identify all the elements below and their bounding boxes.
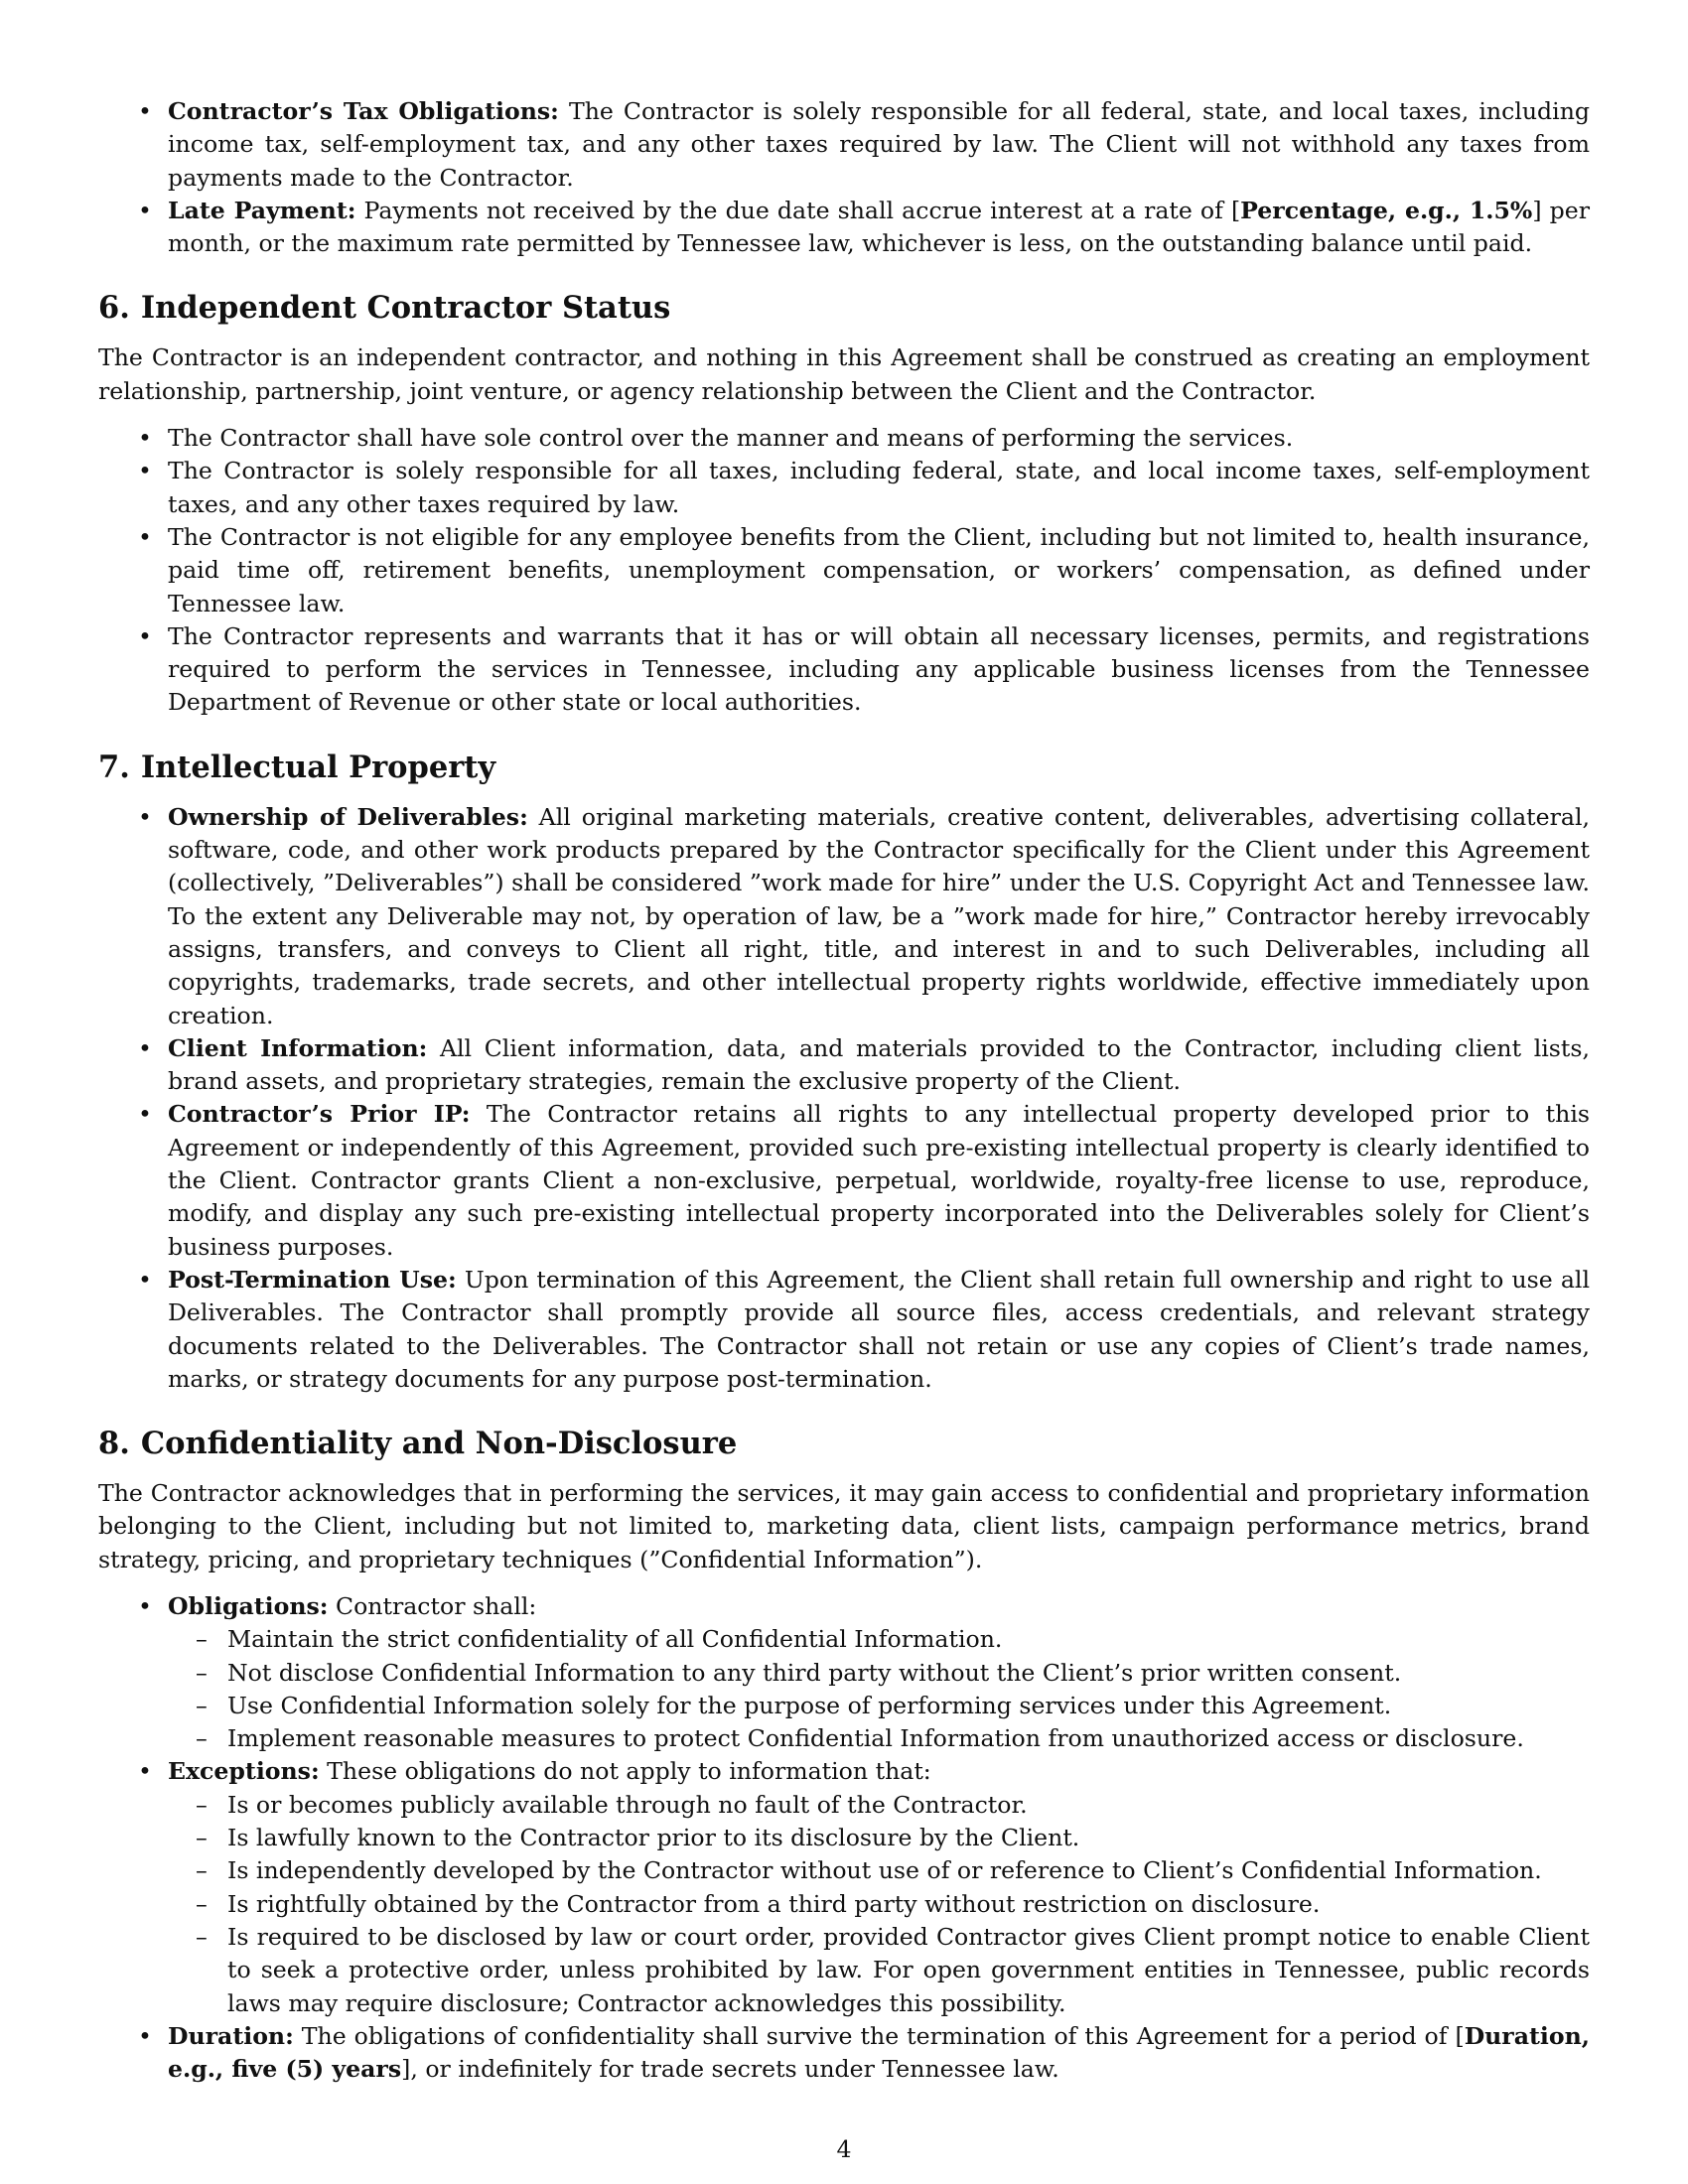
sublist-item: – Is required to be disclosed by law or court order, provided Contractor gives Client prompt notice to enable Client to seek a protective order, unless prohibited by law. For open government entities in Tennessee, public records laws may require disclosure; Contractor acknowledges this possibility. [168, 1921, 1590, 2020]
list-item [98, 1755, 1590, 2019]
section7-bullet-list [98, 801, 1590, 1396]
list-item: • The Contractor is not eligible for any employee benefits from the Client, including but not limited to, health insurance, paid time off, retirement benefits, unemployment compensation, or workers’ compensation, as defined under Tennessee law. [98, 521, 1590, 620]
obligations-sublist [168, 1623, 1590, 1755]
section6-bullet-list [98, 422, 1590, 720]
section-title: Independent Contractor Status [140, 290, 671, 327]
list-item [98, 195, 1590, 261]
sublist-item: – Use Confidential Information solely for the purpose of performing services under this Agreement. [168, 1690, 1590, 1722]
bullet-label: Obligations: [168, 1591, 329, 1620]
section8-bullet-list [98, 1590, 1590, 2086]
exceptions-sublist [168, 1789, 1590, 2020]
section-heading [98, 1424, 1590, 1463]
bullet-label: Duration: [168, 2021, 294, 2050]
document-body [98, 95, 1590, 2086]
section-intro: The Contractor is an independent contractor, and nothing in this Agreement shall be construed as creating an employment relationship, partnership, joint venture, or agency relationship between the Client and the Contractor. [98, 343, 1590, 405]
sublist-item: – Is rightfully obtained by the Contractor from a third party without restriction on disclosure. [168, 1888, 1590, 1921]
bullet-text: All original marketing materials, creative content, deliverables, advertising collateral, software, code, and other work products prepared by the Contractor specifically for the Client under this Agreement (collectively, ”Deliverables”) shall be considered ”work made for hire” under the U.S. Copyright Act and Tennessee law. To the extent any Deliverable may not, by operation of law, be a ”work made for hire,” Contractor hereby irrevocably assigns, transfers, and conveys to Client all right, title, and interest in and to such Deliverables, including all copyrights, trademarks, trade secrets, and other intellectual property rights worldwide, effective immediately upon creation. [168, 802, 1590, 1029]
section-heading [98, 748, 1590, 787]
bullet-label: Client Information: [168, 1033, 428, 1062]
list-item [98, 1032, 1590, 1099]
bullet-text: The Contractor is solely responsible for all federal, state, and local taxes, including income tax, self-employment tax, and any other taxes required by law. The Client will not withhold any taxes from payments made to the Contractor. [168, 97, 1591, 192]
sublist-item: – Not disclose Confidential Information to any third party without the Client’s prior written consent. [168, 1657, 1590, 1690]
list-item [98, 2020, 1590, 2087]
section-number: 8. [98, 1426, 130, 1462]
bullet-text: Payments not received by the due date shall accrue interest at a rate of [ [355, 196, 1241, 224]
bullet-label: Ownership of Deliverables: [168, 802, 528, 831]
list-item: • The Contractor shall have sole control over the manner and means of performing the services. [98, 422, 1590, 455]
section-title: Confidentiality and Non-Disclosure [140, 1426, 738, 1462]
page-number: 4 [836, 2135, 852, 2163]
bullet-label: Post-Termination Use: [168, 1265, 457, 1294]
section-number: 6. [98, 290, 130, 327]
bullet-text: The obligations of confidentiality shall survive the termination of this Agreement for a period of [ [293, 2021, 1465, 2050]
sublist-item: – Is independently developed by the Contractor without use of or reference to Client’s Confidential Information. [168, 1854, 1590, 1887]
bullet-label: Contractor’s Tax Obligations: [168, 97, 559, 125]
list-item [98, 95, 1590, 195]
list-item [98, 1590, 1590, 1755]
sublist-item: – Implement reasonable measures to protect Confidential Information from unauthorized access or disclosure. [168, 1722, 1590, 1755]
section-title: Intellectual Property [140, 749, 496, 785]
bullet-text: The Contractor retains all rights to any intellectual property developed prior to this Agreement or independently of this Agreement, provided such pre-existing intellectual property is clearly identified to the Client. Contractor grants Client a non-exclusive, perpetual, worldwide, royalty-free license to use, reproduce, modify, and display any such pre-existing intellectual property incorporated into the Deliverables solely for Client’s business purposes. [168, 1100, 1590, 1261]
bullet-text: ] per month, or the maximum rate permitted by Tennessee law, whichever is less, on the outstanding balance until paid. [168, 196, 1590, 258]
placeholder-text: Duration, e.g., five (5) years [168, 2021, 1590, 2084]
section-heading [98, 288, 1590, 328]
bullet-text: All Client information, data, and materials provided to the Contractor, including client lists, brand assets, and proprietary strategies, remain the exclusive property of the Client. [168, 1033, 1590, 1096]
list-item: • The Contractor is solely responsible for all taxes, including federal, state, and local income taxes, self-employment taxes, and any other taxes required by law. [98, 455, 1590, 521]
section-intro: The Contractor acknowledges that in performing the services, it may gain access to confidential and proprietary information belonging to the Client, including but not limited to, marketing data, client lists, campaign performance metrics, brand strategy, pricing, and proprietary techniques (”Confidential Information”). [98, 1479, 1590, 1573]
bullet-text: ], or indefinitely for trade secrets under Tennessee law. [401, 2055, 1059, 2084]
placeholder-text: Percentage, e.g., 1.5% [1240, 196, 1533, 224]
section-number: 7. [98, 749, 130, 785]
list-item: • The Contractor represents and warrants that it has or will obtain all necessary licenses, permits, and registrations required to perform the services in Tennessee, including any applicable business licenses from the Tennessee Department of Revenue or other state or local authorities. [98, 620, 1590, 720]
sublist-item: – Maintain the strict confidentiality of all Confidential Information. [168, 1623, 1590, 1656]
bullet-label: Late Payment: [168, 196, 356, 224]
list-item [98, 1264, 1590, 1396]
bullet-text: Contractor shall: [328, 1591, 537, 1620]
list-item [98, 801, 1590, 1032]
sublist-item: – Is lawfully known to the Contractor prior to its disclosure by the Client. [168, 1822, 1590, 1854]
section5-bullet-list [98, 95, 1590, 260]
list-item [98, 1098, 1590, 1263]
bullet-text: These obligations do not apply to information that: [319, 1757, 931, 1786]
sublist-item: – Is or becomes publicly available through no fault of the Contractor. [168, 1789, 1590, 1822]
bullet-label: Contractor’s Prior IP: [168, 1100, 471, 1129]
bullet-text: Upon termination of this Agreement, the Client shall retain full ownership and right to use all Deliverables. The Contractor shall promptly provide all source files, access credentials, and relevant strategy documents related to the Deliverables. The Contractor shall not retain or use any copies of Client’s trade names, marks, or strategy documents for any purpose post-termination. [168, 1265, 1590, 1393]
bullet-label: Exceptions: [168, 1757, 320, 1786]
